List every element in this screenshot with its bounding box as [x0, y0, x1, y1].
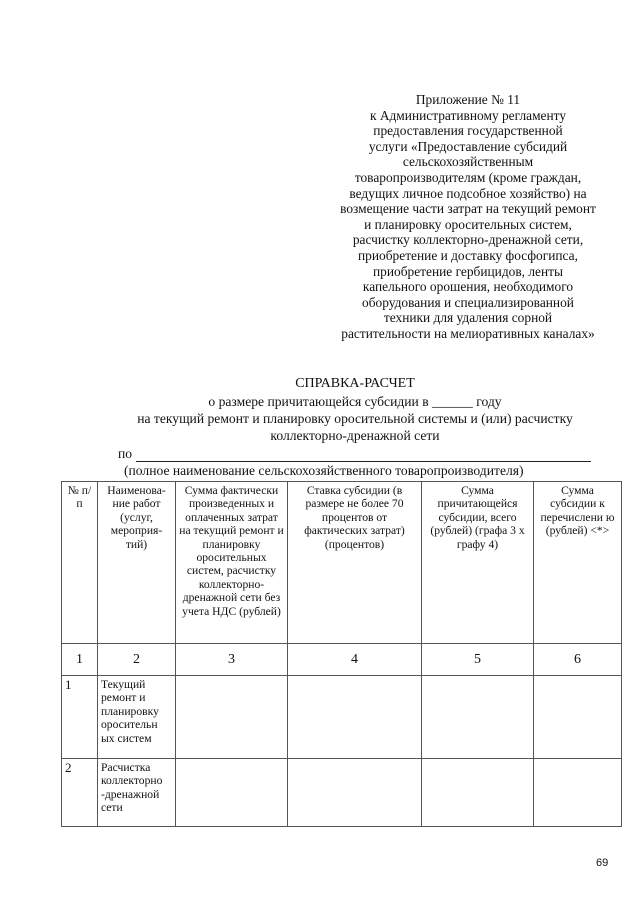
column-number: 3 [176, 644, 288, 676]
appendix-line: возмещение части затрат на текущий ремонт [340, 201, 596, 217]
column-number: 1 [62, 644, 98, 676]
empty-cell[interactable] [422, 676, 534, 759]
row-number: 2 [62, 759, 98, 827]
header-cell: Сумма причитающейся субсидии, всего (рублей) (графа 3 х графу 4) [422, 482, 534, 644]
po-label: по [118, 446, 133, 461]
appendix-line: к Административному регламенту [369, 107, 567, 123]
subtitle-line-1: о размере причитающейся субсидии в ______ году [208, 394, 502, 409]
table-row [62, 676, 622, 759]
subtitle-line-2: на текущий ремонт и планировку оросительной системы и (или) расчистку [137, 411, 573, 426]
producer-name-row [118, 446, 591, 462]
appendix-line: оборудования и специализированной [362, 294, 574, 310]
appendix-block [318, 92, 618, 342]
column-number: 2 [98, 644, 176, 676]
page-number: 69 [596, 857, 609, 869]
empty-cell[interactable] [534, 676, 622, 759]
empty-cell[interactable] [534, 759, 622, 827]
producer-name-caption: (полное наименование сельскохозяйственного товаропроизводителя) [124, 463, 524, 478]
appendix-line: товаропроизводителям (кроме граждан, [354, 169, 582, 185]
appendix-line: приобретение и доставку фосфогипса, [358, 247, 578, 263]
column-number-row [62, 644, 622, 676]
appendix-line: капельного орошения, необходимого [362, 279, 574, 295]
header-cell: Сумма субсидии к перечислени ю (рублей) <*> [534, 482, 622, 644]
appendix-line: Приложение № 11 [415, 92, 521, 107]
column-number: 6 [534, 644, 622, 676]
appendix-line: услуги «Предоставление субсидий [368, 138, 568, 154]
header-cell: № п/п [62, 482, 98, 644]
appendix-line: и планировку оросительных систем, [364, 216, 572, 232]
appendix-line: приобретение гербицидов, ленты [372, 263, 564, 279]
subtitle-line-3: коллекторно-дренажной сети [270, 428, 440, 443]
appendix-line: растительности на мелиоративных каналах» [341, 325, 595, 341]
appendix-line: сельскохозяйственным [402, 154, 534, 170]
column-number: 5 [422, 644, 534, 676]
empty-cell[interactable] [176, 676, 288, 759]
column-number: 4 [288, 644, 422, 676]
table-row [62, 759, 622, 827]
appendix-line: ведущих личное подсобное хозяйство) на [349, 185, 587, 201]
row-number: 1 [62, 676, 98, 759]
table-header-row [62, 482, 622, 644]
work-name: Расчистка коллекторно -дренажной сети [98, 759, 176, 827]
appendix-line: предоставления государственной [373, 123, 563, 139]
document-title: СПРАВКА-РАСЧЕТ [295, 376, 415, 391]
empty-cell[interactable] [422, 759, 534, 827]
header-cell: Наименова-ние работ (услуг, мероприя-тий) [98, 482, 176, 644]
appendix-line: расчистку коллекторно-дренажной сети, [352, 232, 584, 248]
header-cell: Сумма фактически произведенных и оплаченных затрат на текущий ремонт и планировку оросительных систем, расчистку коллекторно-дренажной сети без учета НДС (рублей) [176, 482, 288, 644]
empty-cell[interactable] [288, 759, 422, 827]
work-name: Текущий ремонт и планировку оросительн ых систем [98, 676, 176, 759]
empty-cell[interactable] [176, 759, 288, 827]
subsidy-table [61, 481, 622, 827]
producer-name-blank[interactable] [136, 448, 591, 462]
header-cell: Ставка субсидии (в размере не более 70 процентов от фактических затрат) (процентов) [288, 482, 422, 644]
appendix-line: техники для удаления сорной [383, 310, 553, 326]
empty-cell[interactable] [288, 676, 422, 759]
